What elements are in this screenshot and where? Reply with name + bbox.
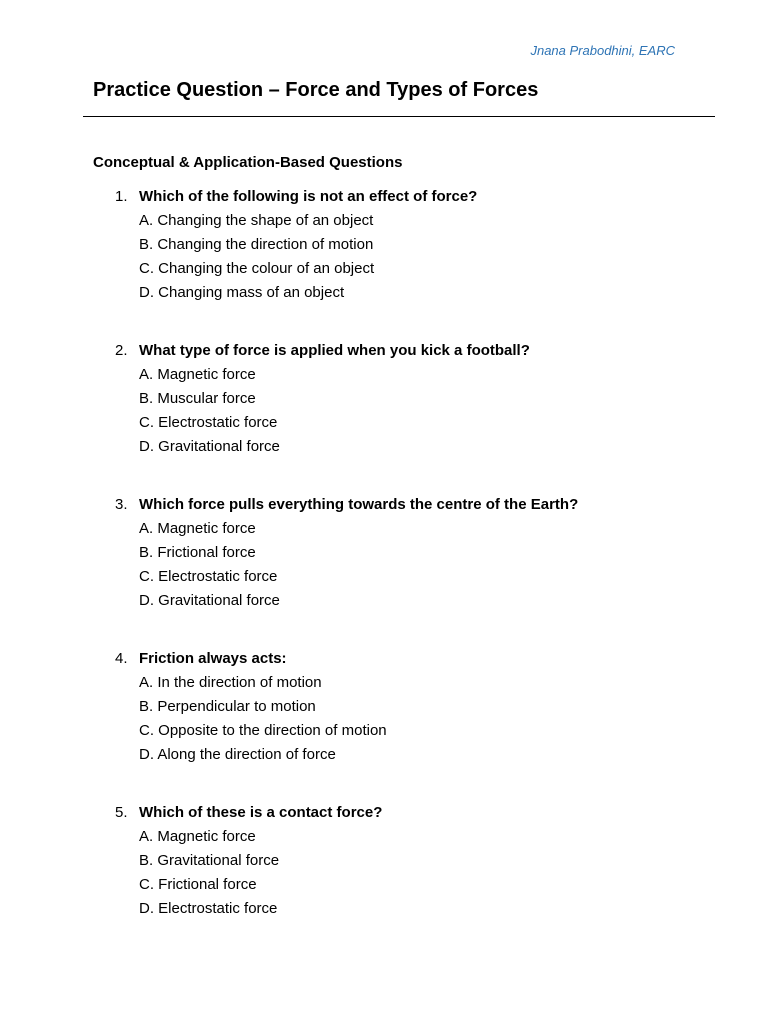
title-divider [83, 116, 715, 117]
answer-option: C. Electrostatic force [139, 414, 278, 431]
option-list [139, 211, 374, 307]
question-text: What type of force is applied when you kick a football? [139, 342, 530, 359]
answer-option: C. Opposite to the direction of motion [139, 722, 387, 739]
option-list [139, 519, 280, 615]
answer-option: B. Perpendicular to motion [139, 698, 316, 715]
question-text: Which force pulls everything towards the centre of the Earth? [139, 496, 579, 513]
question-item [0, 187, 768, 341]
answer-option: A. Changing the shape of an object [139, 212, 374, 229]
answer-option: A. Magnetic force [139, 828, 256, 845]
answer-option: D. Electrostatic force [139, 900, 278, 917]
answer-option: D. Gravitational force [139, 592, 280, 609]
question-number: 3. [115, 496, 128, 513]
question-item [0, 341, 768, 495]
question-item [0, 495, 768, 649]
option-list [139, 365, 280, 461]
question-number: 5. [115, 804, 128, 821]
question-text: Which of these is a contact force? [139, 804, 383, 821]
question-text: Friction always acts: [139, 650, 287, 667]
question-number: 4. [115, 650, 128, 667]
answer-option: B. Muscular force [139, 390, 256, 407]
option-list [139, 827, 279, 923]
question-item [0, 649, 768, 803]
answer-option: A. In the direction of motion [139, 674, 322, 691]
answer-option: A. Magnetic force [139, 366, 256, 383]
answer-option: C. Frictional force [139, 876, 257, 893]
question-text: Which of the following is not an effect of force? [139, 188, 478, 205]
question-item [0, 803, 768, 957]
organization-name: Jnana Prabodhini, EARC [530, 43, 675, 58]
section-heading: Conceptual & Application-Based Questions [93, 154, 403, 171]
answer-option: C. Electrostatic force [139, 568, 278, 585]
answer-option: D. Along the direction of force [139, 746, 336, 763]
option-list [139, 673, 387, 769]
answer-option: D. Gravitational force [139, 438, 280, 455]
answer-option: B. Frictional force [139, 544, 256, 561]
answer-option: B. Gravitational force [139, 852, 280, 869]
question-number: 2. [115, 342, 128, 359]
answer-option: B. Changing the direction of motion [139, 236, 374, 253]
answer-option: C. Changing the colour of an object [139, 260, 375, 277]
answer-option: D. Changing mass of an object [139, 284, 345, 301]
question-list [0, 187, 768, 957]
answer-option: A. Magnetic force [139, 520, 256, 537]
question-number: 1. [115, 188, 128, 205]
page-title: Practice Question – Force and Types of Forces [93, 79, 539, 101]
